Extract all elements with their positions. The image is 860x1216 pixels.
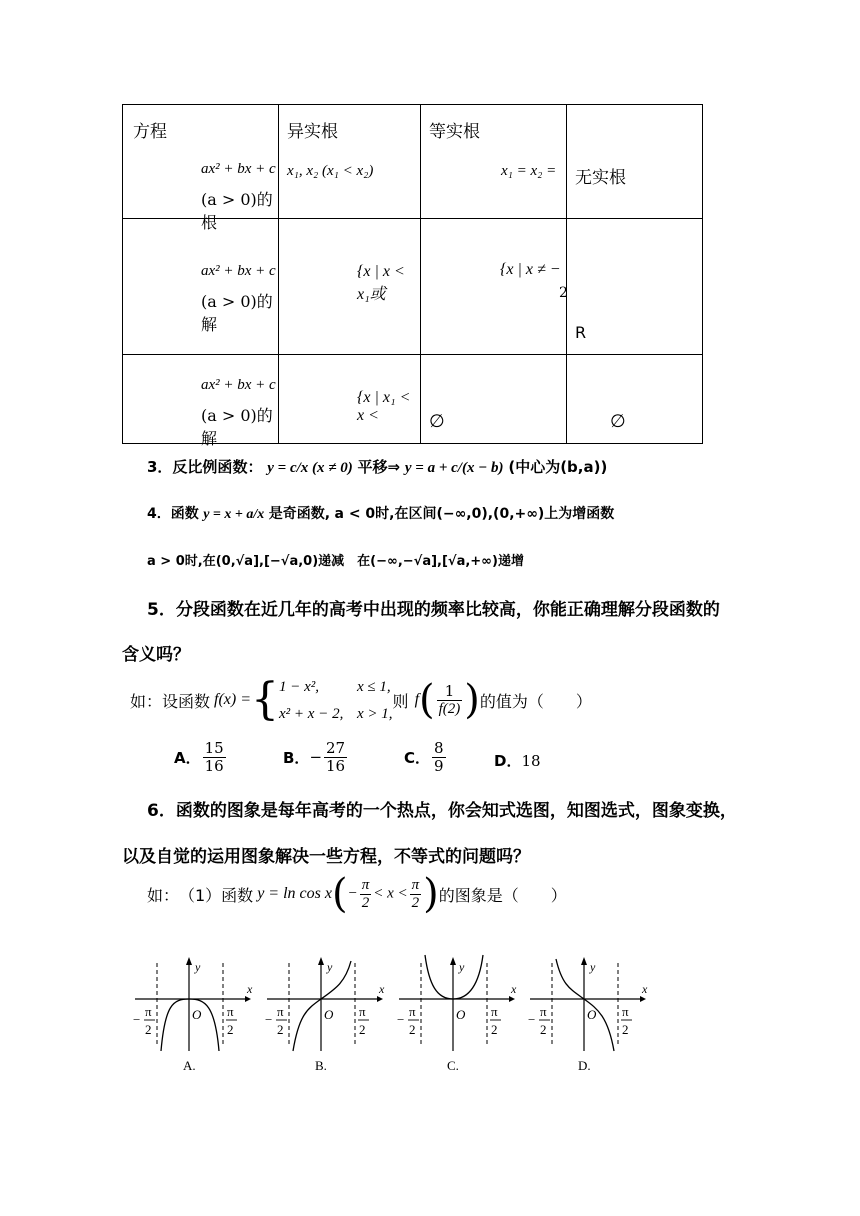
origin-label: O — [192, 1007, 202, 1022]
graph-label-a: A. — [183, 1058, 196, 1073]
row3-equal-empty-set: ∅ — [429, 411, 445, 432]
item5-tail: 的值为（ ） — [479, 691, 592, 711]
row2-equation-line2: (a > 0)的解 — [201, 292, 273, 334]
two-left: 2 — [145, 1022, 152, 1037]
option-c-value: $\frac{8}{9}$ — [434, 739, 444, 775]
pi-left: π — [145, 1004, 152, 1019]
row1-distinct-roots: x₁, x₂ (x₁ < x₂) — [287, 163, 374, 179]
row1-equation-line2: (a > 0)的根 — [201, 190, 273, 232]
item3-formula2: y = a + c/(x − b) — [404, 460, 504, 476]
x-arrow-icon — [640, 996, 646, 1002]
two-right: 2 — [622, 1022, 629, 1037]
x-axis-label: x — [511, 982, 517, 996]
piecewise-f: f(x) = — [214, 691, 252, 708]
item5-line2: 含义吗？ — [122, 645, 190, 665]
minus-sign: − — [265, 1012, 273, 1027]
row3-none-empty-set: ∅ — [610, 411, 626, 432]
item6-formula: y = ln cos x — [257, 885, 332, 902]
piecewise-case1: 1 − x², x ≤ 1, — [279, 679, 391, 695]
item6-tail: 的图象是（ ） — [438, 885, 567, 905]
item3-formula1: y = c/x (x ≠ 0) — [267, 460, 353, 476]
graph-label-b: B. — [315, 1058, 327, 1073]
item5-example: 如：设函数 f(x) = { 1 − x², x ≤ 1, x² + x − 2, x > 1, 则 f ( $\frac{1}{f(2)}$ ) 的值为（ ） — [130, 674, 592, 725]
piecewise-brace: { — [251, 674, 280, 725]
two-right: 2 — [491, 1022, 498, 1037]
option-a-value: $\frac{15}{16}$ — [204, 739, 224, 775]
y-axis-label: y — [459, 960, 465, 974]
item6-example: 如： （1）函数 y = ln cos x ( − $\frac{\pi}{2}$ < x < $\frac{\pi}{2}$ ) 的图象是（ ） — [147, 871, 567, 917]
item4-odd-function: 是奇函数, — [268, 506, 331, 522]
item6-line2: 以及自觉的运用图象解决一些方程，不等式的问题吗？ — [122, 847, 530, 867]
minus-sign: − — [528, 1012, 536, 1027]
row3-distinct-solution: {x | x₁ < x < — [357, 389, 411, 424]
item6-example-prefix: 如： （1）函数 — [147, 885, 254, 905]
item3-prefix: 3．反比例函数： — [147, 458, 263, 476]
graph-option-b[interactable] — [265, 955, 390, 1085]
row1-equal-roots: x₁ = x₂ = — [501, 163, 557, 179]
item5-inner-fraction: $\frac{1}{f(2)}$ — [438, 682, 461, 717]
origin-label: O — [587, 1007, 597, 1022]
graph-label-d: D. — [578, 1058, 591, 1073]
option-b[interactable]: B． − $\frac{27}{16}$ — [283, 739, 346, 775]
piecewise-case2: x² + x − 2, x > 1, — [279, 706, 393, 722]
graph-label-c: C. — [447, 1058, 459, 1073]
y-arrow-icon — [318, 957, 324, 965]
option-a[interactable] — [174, 740, 228, 774]
row2-equation-line1: ax² + bx + c — [201, 263, 276, 279]
item4-line2: a > 0时,在(0,√a],[−√a,0)递减 在(−∞,−√a],[√a,+∞)递增 — [147, 554, 524, 569]
two-left: 2 — [540, 1022, 547, 1037]
pi-right: π — [491, 1004, 498, 1019]
item4-formula: y = x + a/x — [203, 507, 265, 522]
item5-line1: 5．分段函数在近几年的高考中出现的频率比较高，你能正确理解分段函数的 — [147, 600, 720, 620]
x-arrow-icon — [377, 996, 383, 1002]
item5-example-prefix: 如：设函数 — [130, 691, 211, 711]
y-axis-label: y — [590, 960, 596, 974]
two-right: 2 — [359, 1022, 366, 1037]
function-curve — [161, 999, 219, 1051]
two-right: 2 — [227, 1022, 234, 1037]
item5-f: f — [414, 691, 420, 708]
x-arrow-icon — [509, 996, 515, 1002]
x-axis-label: x — [247, 982, 253, 996]
item3-line — [147, 456, 607, 477]
item5-then: 则 — [392, 691, 409, 711]
item4-prefix: 4．函数 — [147, 506, 199, 522]
row2-equal-tail: 2 — [559, 285, 568, 301]
y-arrow-icon — [581, 957, 587, 965]
item3-shift: 平移⇒ — [357, 458, 401, 476]
graph-option-d[interactable] — [528, 955, 653, 1085]
row2-no-roots: R — [575, 323, 587, 342]
graph-option-c[interactable] — [397, 955, 522, 1085]
item4-increasing: a < 0时,在区间(−∞,0),(0,+∞)上为增函数 — [334, 506, 615, 522]
row3-equation-line2: (a > 0)的解 — [201, 406, 273, 448]
pi-right: π — [227, 1004, 234, 1019]
x-axis-label: x — [379, 982, 385, 996]
option-d[interactable] — [494, 750, 541, 771]
pi-left: π — [277, 1004, 284, 1019]
item4-line1 — [147, 503, 614, 523]
function-curve — [293, 961, 351, 1051]
minus-sign: − — [397, 1012, 405, 1027]
origin-label: O — [324, 1007, 334, 1022]
option-c-label: C． — [404, 748, 431, 767]
x-axis-label: x — [642, 982, 648, 996]
option-b-value: $\frac{27}{16}$ — [326, 739, 346, 775]
item6-domain: − $\frac{\pi}{2}$ < x < $\frac{\pi}{2}$ — [347, 877, 420, 911]
header-equal-roots: 等实根 — [429, 122, 480, 142]
option-c[interactable] — [404, 740, 448, 774]
roots-table — [122, 104, 703, 448]
y-axis-label: y — [327, 960, 333, 974]
two-left: 2 — [409, 1022, 416, 1037]
function-curve — [556, 959, 614, 1051]
pi-left: π — [409, 1004, 416, 1019]
row1-no-roots: 无实根 — [575, 168, 626, 188]
x-arrow-icon — [245, 996, 251, 1002]
header-equation: 方程 — [133, 122, 167, 142]
piecewise-cases — [279, 673, 393, 727]
two-left: 2 — [277, 1022, 284, 1037]
pi-left: π — [540, 1004, 547, 1019]
option-d-label: D． — [494, 752, 522, 770]
minus-sign: − — [133, 1012, 141, 1027]
y-arrow-icon — [450, 957, 456, 965]
origin-label: O — [456, 1007, 466, 1022]
row2-distinct-solution: {x | x < x₁或 — [357, 263, 405, 303]
option-a-label: A． — [174, 748, 201, 767]
y-arrow-icon — [186, 957, 192, 965]
row1-equation-line1: ax² + bx + c — [201, 161, 276, 177]
graph-option-a[interactable] — [133, 955, 258, 1085]
y-axis-label: y — [195, 960, 201, 974]
option-b-label: B． — [283, 748, 310, 767]
item3-center: (中心为(b,a)) — [508, 458, 608, 476]
pi-right: π — [622, 1004, 629, 1019]
row3-equation-line1: ax² + bx + c — [201, 377, 276, 393]
row2-equal-solution: {x | x ≠ − — [500, 261, 561, 278]
item6-line1: 6．函数的图象是每年高考的一个热点，你会知式选图，知图选式，图象变换， — [147, 801, 737, 821]
pi-right: π — [359, 1004, 366, 1019]
header-distinct-roots: 异实根 — [287, 122, 338, 142]
option-d-value: 18 — [521, 752, 541, 770]
